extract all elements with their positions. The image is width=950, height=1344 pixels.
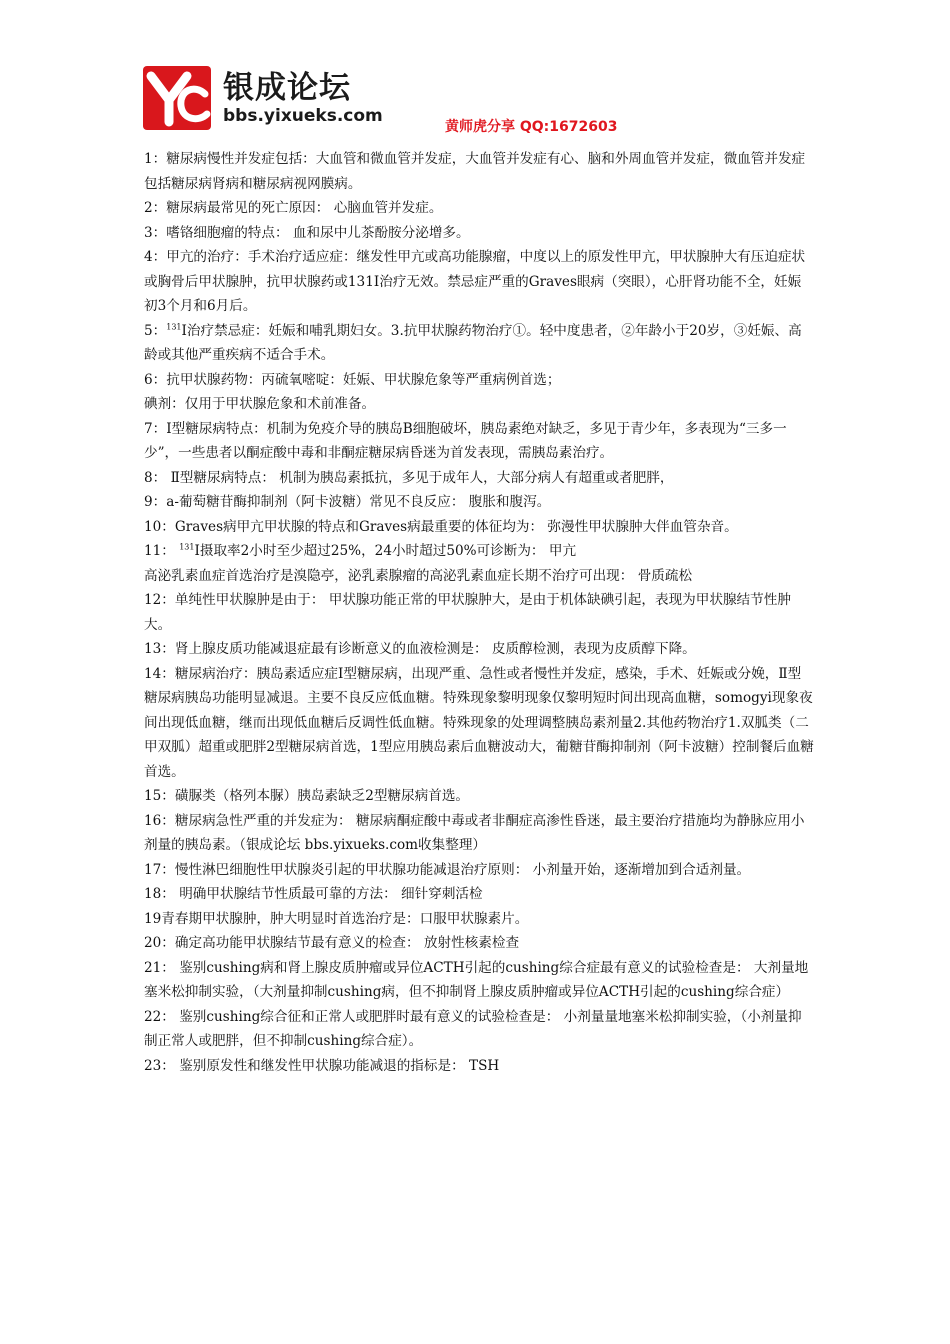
logo-title: 银成论坛: [223, 70, 351, 106]
paragraph: 13：肾上腺皮质功能减退症最有诊断意义的血液检测是： 皮质醇检测，表现为皮质醇下降。: [144, 641, 696, 657]
yc-logo-icon: [143, 66, 211, 130]
paragraph: 14：糖尿病治疗：胰岛素适应症Ⅰ型糖尿病，出现严重、急性或者慢性并发症，感染，手术、妊娠或分娩，Ⅱ型糖尿病胰岛功能明显减退。主要不良反应低血糖。特殊现象黎明现象仅黎明短时间出现高血糖，somogyi现象夜间出现低血糖，继而出现低血糖后反调性低血糖。特殊现象的处理调整胰岛素剂量2.其他药物治疗1.双胍类（二甲双胍）超重或肥胖2型糖尿病首选，1型应用胰岛素后血糖波动大，葡糖苷酶抑制剂（阿卡波糖）控制餐后血糖首选。: [144, 665, 814, 780]
paragraph: 7：Ⅰ型糖尿病特点：机制为免疫介导的胰岛B细胞破坏，胰岛素绝对缺乏，多见于青少年，多表现为“三多一少”，一些患者以酮症酸中毒和非酮症糖尿病昏迷为首发表现，需胰岛素治疗。: [144, 420, 787, 461]
isotope-superscript: 131: [179, 542, 195, 552]
isotope-superscript: 131: [166, 321, 182, 331]
paragraph: 1：糖尿病慢性并发症包括：大血管和微血管并发症，大血管并发症有心、脑和外周血管并发症，微血管并发症包括糖尿病肾病和糖尿病视网膜病。: [144, 151, 806, 192]
share-note: 黄师虎分享 QQ:1672603: [445, 119, 618, 135]
paragraph: 碘剂：仅用于甲状腺危象和术前准备。: [144, 396, 376, 412]
paragraph: 17：慢性淋巴细胞性甲状腺炎引起的甲状腺功能减退治疗原则： 小剂量开始，逐渐增加到合适剂量。: [144, 861, 751, 878]
paragraph: 10：Graves病甲亢甲状腺的特点和Graves病最重要的体征均为： 弥漫性甲状腺肿大伴血管杂音。: [144, 518, 738, 535]
paragraph: 2：糖尿病最常见的死亡原因： 心脑血管并发症。: [144, 200, 443, 216]
paragraph-prefix: 11：: [144, 543, 180, 559]
paragraph: 23： 鉴别原发性和继发性甲状腺功能减退的指标是： TSH: [144, 1057, 500, 1074]
paragraph: 高泌乳素血症首选治疗是溴隐亭，泌乳素腺瘤的高泌乳素血症长期不治疗可出现： 骨质疏松: [144, 567, 693, 584]
paragraph: 6：抗甲状腺药物：丙硫氧嘧啶：妊娠、甲状腺危象等严重病例首选；: [144, 371, 561, 388]
paragraph-prefix: 5：: [144, 322, 167, 339]
paragraph: 18： 明确甲状腺结节性质最可靠的方法： 细针穿刺活检: [144, 886, 483, 902]
paragraph: 12：单纯性甲状腺肿是由于： 甲状腺功能正常的甲状腺肿大，是由于机体缺碘引起，表现为甲状腺结节性肿大。: [144, 592, 791, 633]
paragraph: 19青春期甲状腺肿，肿大明显时首选治疗是：口服甲状腺素片。: [144, 910, 529, 927]
logo-url: bbs.yixueks.com: [223, 106, 383, 126]
paragraph-text: I治疗禁忌症：妊娠和哺乳期妇女。3.抗甲状腺药物治疗①。轻中度患者，②年龄小于20岁，③妊娠、高龄或其他严重疾病不适合手术。: [144, 322, 802, 363]
paragraph: 3：嗜铬细胞瘤的特点： 血和尿中儿茶酚胺分泌增多。: [144, 224, 470, 241]
paragraph: 21： 鉴别cushing病和肾上腺皮质肿瘤或异位ACTH引起的cushing综合症最有意义的试验检查是： 大剂量地塞米松抑制实验，（大剂量抑制cushing病，但不抑制肾上腺皮质肿瘤或异位ACTH引起的cushing综合症）: [144, 959, 809, 1000]
paragraph: 9：a-葡萄糖苷酶抑制剂（阿卡波糖）常见不良反应： 腹胀和腹泻。: [144, 494, 551, 510]
paragraph: 15：磺脲类（格列本脲）胰岛素缺乏2型糖尿病首选。: [144, 788, 470, 804]
paragraph-text: I摄取率2小时至少超过25%，24小时超过50%可诊断为： 甲亢: [194, 543, 577, 559]
paragraph: 22： 鉴别cushing综合征和正常人或肥胖时最有意义的试验检查是： 小剂量量地塞米松抑制实验，（小剂量抑制正常人或肥胖，但不抑制cushing综合症）。: [144, 1008, 802, 1049]
paragraph: 8： Ⅱ型糖尿病特点： 机制为胰岛素抵抗，多见于成年人，大部分病人有超重或者肥胖，: [144, 469, 674, 486]
paragraph: 16：糖尿病急性严重的并发症为： 糖尿病酮症酸中毒或者非酮症高渗性昏迷，最主要治疗措施均为静脉应用小剂量的胰岛素。（银成论坛 bbs.yixueks.com收集整理）: [144, 812, 805, 853]
paragraph: [144, 539, 814, 564]
paragraph: 4：甲亢的治疗：手术治疗适应症：继发性甲亢或高功能腺瘤，中度以上的原发性甲亢，甲状腺肿大有压迫症状或胸骨后甲状腺肿，抗甲状腺药或131I治疗无效。禁忌症严重的Graves眼病（突眼），心肝肾功能不全，妊娠初3个月和6月后。: [144, 249, 806, 314]
paragraph: 20：确定高功能甲状腺结节最有意义的检查： 放射性核素检查: [144, 935, 520, 951]
document-body: [144, 147, 814, 1078]
site-header: [143, 62, 663, 142]
paragraph: [144, 319, 814, 368]
